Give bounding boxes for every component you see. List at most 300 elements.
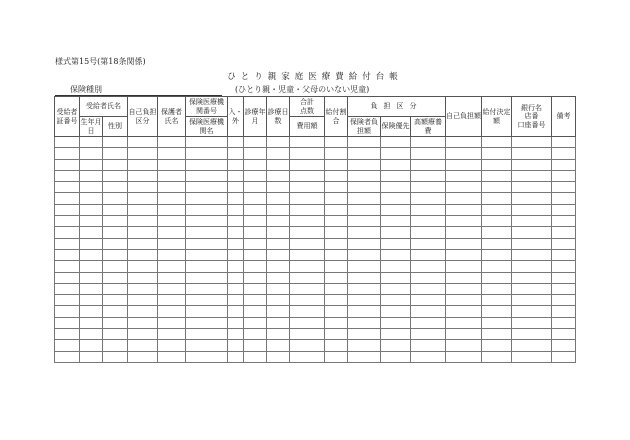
table-cell[interactable] [446,204,482,215]
table-cell[interactable] [552,182,576,193]
table-cell[interactable] [80,204,103,215]
table-cell[interactable] [103,340,128,351]
table-cell[interactable] [80,227,103,238]
table-cell[interactable] [103,261,128,272]
table-cell[interactable] [512,170,552,181]
table-cell[interactable] [381,227,411,238]
table-cell[interactable] [158,182,186,193]
table-cell[interactable] [552,227,576,238]
table-cell[interactable] [512,227,552,238]
table-cell[interactable] [381,272,411,283]
table-cell[interactable] [381,306,411,317]
table-cell[interactable] [186,170,228,181]
table-cell[interactable] [381,148,411,159]
table-cell[interactable] [228,204,244,215]
table-cell[interactable] [325,204,348,215]
table-cell[interactable] [482,249,512,260]
table-cell[interactable] [55,272,80,283]
table-cell[interactable] [482,193,512,204]
table-cell[interactable] [80,295,103,306]
table-cell[interactable] [552,238,576,249]
table-cell[interactable] [446,317,482,328]
table-cell[interactable] [103,272,128,283]
table-cell[interactable] [80,193,103,204]
table-cell[interactable] [228,283,244,294]
table-cell[interactable] [186,238,228,249]
table-cell[interactable] [80,216,103,227]
table-cell[interactable] [228,170,244,181]
table-cell[interactable] [512,159,552,170]
table-cell[interactable] [552,249,576,260]
table-cell[interactable] [128,216,158,227]
table-cell[interactable] [348,317,381,328]
table-cell[interactable] [381,317,411,328]
table-cell[interactable] [103,148,128,159]
table-cell[interactable] [446,249,482,260]
table-cell[interactable] [228,295,244,306]
table-cell[interactable] [482,238,512,249]
table-cell[interactable] [482,148,512,159]
table-cell[interactable] [482,351,512,362]
table-cell[interactable] [325,272,348,283]
table-cell[interactable] [55,249,80,260]
table-cell[interactable] [228,137,244,148]
table-cell[interactable] [381,249,411,260]
table-cell[interactable] [512,283,552,294]
table-cell[interactable] [186,283,228,294]
table-cell[interactable] [325,340,348,351]
table-cell[interactable] [128,340,158,351]
table-cell[interactable] [158,272,186,283]
table-cell[interactable] [228,216,244,227]
table-cell[interactable] [290,193,325,204]
table-cell[interactable] [267,170,290,181]
table-cell[interactable] [244,272,267,283]
table-cell[interactable] [381,295,411,306]
table-cell[interactable] [55,306,80,317]
table-cell[interactable] [290,182,325,193]
table-cell[interactable] [55,283,80,294]
table-cell[interactable] [552,329,576,340]
table-cell[interactable] [348,238,381,249]
table-cell[interactable] [244,170,267,181]
table-cell[interactable] [267,137,290,148]
table-cell[interactable] [381,137,411,148]
table-cell[interactable] [128,261,158,272]
table-cell[interactable] [103,170,128,181]
table-cell[interactable] [103,137,128,148]
table-cell[interactable] [244,137,267,148]
table-cell[interactable] [103,351,128,362]
table-cell[interactable] [55,170,80,181]
table-cell[interactable] [55,148,80,159]
table-cell[interactable] [128,272,158,283]
table-cell[interactable] [290,238,325,249]
table-cell[interactable] [512,306,552,317]
table-cell[interactable] [290,340,325,351]
table-cell[interactable] [80,317,103,328]
table-cell[interactable] [552,148,576,159]
table-cell[interactable] [158,306,186,317]
table-cell[interactable] [552,261,576,272]
table-cell[interactable] [228,193,244,204]
table-cell[interactable] [348,340,381,351]
table-cell[interactable] [158,340,186,351]
table-cell[interactable] [348,159,381,170]
table-cell[interactable] [552,170,576,181]
table-cell[interactable] [186,216,228,227]
table-cell[interactable] [512,261,552,272]
table-cell[interactable] [55,204,80,215]
table-cell[interactable] [446,283,482,294]
table-cell[interactable] [290,216,325,227]
table-cell[interactable] [80,261,103,272]
table-cell[interactable] [552,283,576,294]
table-cell[interactable] [103,306,128,317]
table-cell[interactable] [244,306,267,317]
table-cell[interactable] [244,204,267,215]
table-cell[interactable] [411,351,446,362]
table-cell[interactable] [446,227,482,238]
table-cell[interactable] [411,170,446,181]
table-cell[interactable] [186,204,228,215]
table-cell[interactable] [348,295,381,306]
table-cell[interactable] [267,182,290,193]
table-cell[interactable] [290,170,325,181]
table-cell[interactable] [128,317,158,328]
table-cell[interactable] [552,159,576,170]
table-cell[interactable] [158,261,186,272]
table-cell[interactable] [186,340,228,351]
table-cell[interactable] [128,159,158,170]
table-cell[interactable] [228,148,244,159]
table-cell[interactable] [325,249,348,260]
table-cell[interactable] [482,182,512,193]
table-cell[interactable] [244,159,267,170]
table-cell[interactable] [228,249,244,260]
table-cell[interactable] [158,317,186,328]
table-cell[interactable] [128,148,158,159]
table-cell[interactable] [512,340,552,351]
table-cell[interactable] [103,283,128,294]
table-cell[interactable] [512,193,552,204]
table-cell[interactable] [552,193,576,204]
table-cell[interactable] [244,227,267,238]
table-cell[interactable] [512,329,552,340]
table-cell[interactable] [186,272,228,283]
table-cell[interactable] [244,193,267,204]
table-cell[interactable] [55,351,80,362]
table-cell[interactable] [512,216,552,227]
table-cell[interactable] [228,261,244,272]
table-cell[interactable] [228,329,244,340]
table-cell[interactable] [381,329,411,340]
table-cell[interactable] [290,159,325,170]
table-cell[interactable] [267,272,290,283]
table-cell[interactable] [244,351,267,362]
table-cell[interactable] [267,261,290,272]
table-cell[interactable] [158,159,186,170]
table-cell[interactable] [512,351,552,362]
table-cell[interactable] [348,204,381,215]
table-cell[interactable] [552,204,576,215]
table-cell[interactable] [348,351,381,362]
table-cell[interactable] [381,182,411,193]
table-cell[interactable] [128,170,158,181]
table-cell[interactable] [482,159,512,170]
table-cell[interactable] [80,148,103,159]
table-cell[interactable] [290,227,325,238]
table-cell[interactable] [267,351,290,362]
table-cell[interactable] [55,340,80,351]
table-cell[interactable] [186,182,228,193]
table-cell[interactable] [128,227,158,238]
table-cell[interactable] [482,227,512,238]
table-cell[interactable] [552,351,576,362]
table-cell[interactable] [348,227,381,238]
table-cell[interactable] [381,283,411,294]
table-cell[interactable] [411,306,446,317]
table-cell[interactable] [290,249,325,260]
table-cell[interactable] [446,182,482,193]
table-cell[interactable] [103,238,128,249]
table-cell[interactable] [244,249,267,260]
table-cell[interactable] [348,249,381,260]
table-cell[interactable] [186,351,228,362]
table-cell[interactable] [325,182,348,193]
table-cell[interactable] [228,227,244,238]
table-cell[interactable] [267,204,290,215]
table-cell[interactable] [228,182,244,193]
table-cell[interactable] [348,148,381,159]
table-cell[interactable] [267,340,290,351]
table-cell[interactable] [512,238,552,249]
table-cell[interactable] [103,204,128,215]
table-cell[interactable] [325,216,348,227]
table-cell[interactable] [55,193,80,204]
table-cell[interactable] [411,249,446,260]
table-cell[interactable] [512,249,552,260]
table-cell[interactable] [244,261,267,272]
table-cell[interactable] [325,193,348,204]
table-cell[interactable] [103,249,128,260]
table-cell[interactable] [325,351,348,362]
table-cell[interactable] [482,272,512,283]
table-cell[interactable] [228,317,244,328]
table-cell[interactable] [290,204,325,215]
table-cell[interactable] [348,261,381,272]
table-cell[interactable] [80,182,103,193]
table-cell[interactable] [446,340,482,351]
table-cell[interactable] [186,261,228,272]
table-cell[interactable] [325,329,348,340]
table-cell[interactable] [446,137,482,148]
table-cell[interactable] [55,227,80,238]
table-cell[interactable] [158,193,186,204]
table-cell[interactable] [158,227,186,238]
table-cell[interactable] [228,340,244,351]
table-cell[interactable] [55,295,80,306]
table-cell[interactable] [267,317,290,328]
table-cell[interactable] [552,317,576,328]
table-cell[interactable] [325,283,348,294]
table-cell[interactable] [186,249,228,260]
table-cell[interactable] [348,193,381,204]
table-cell[interactable] [512,272,552,283]
table-cell[interactable] [446,216,482,227]
table-cell[interactable] [55,261,80,272]
table-cell[interactable] [552,216,576,227]
table-cell[interactable] [482,170,512,181]
table-cell[interactable] [348,170,381,181]
table-cell[interactable] [552,340,576,351]
table-cell[interactable] [446,329,482,340]
table-cell[interactable] [103,317,128,328]
table-cell[interactable] [446,148,482,159]
table-cell[interactable] [446,306,482,317]
table-cell[interactable] [290,148,325,159]
table-cell[interactable] [482,204,512,215]
table-cell[interactable] [290,261,325,272]
table-cell[interactable] [103,329,128,340]
table-cell[interactable] [158,170,186,181]
table-cell[interactable] [186,329,228,340]
table-cell[interactable] [381,351,411,362]
table-cell[interactable] [381,261,411,272]
table-cell[interactable] [228,159,244,170]
table-cell[interactable] [103,227,128,238]
table-cell[interactable] [482,329,512,340]
table-cell[interactable] [552,306,576,317]
table-cell[interactable] [482,317,512,328]
table-cell[interactable] [411,283,446,294]
table-cell[interactable] [411,216,446,227]
table-cell[interactable] [228,306,244,317]
table-cell[interactable] [325,238,348,249]
table-cell[interactable] [128,283,158,294]
table-cell[interactable] [381,159,411,170]
table-cell[interactable] [290,295,325,306]
table-cell[interactable] [103,216,128,227]
table-cell[interactable] [244,148,267,159]
table-cell[interactable] [325,295,348,306]
table-cell[interactable] [411,238,446,249]
table-cell[interactable] [381,340,411,351]
table-cell[interactable] [411,340,446,351]
table-cell[interactable] [267,193,290,204]
table-cell[interactable] [512,295,552,306]
table-cell[interactable] [244,283,267,294]
table-cell[interactable] [482,306,512,317]
table-cell[interactable] [446,351,482,362]
table-cell[interactable] [325,261,348,272]
table-cell[interactable] [267,249,290,260]
table-cell[interactable] [228,272,244,283]
table-cell[interactable] [128,182,158,193]
table-cell[interactable] [267,306,290,317]
table-cell[interactable] [411,148,446,159]
table-cell[interactable] [482,295,512,306]
table-cell[interactable] [348,283,381,294]
table-cell[interactable] [348,182,381,193]
table-cell[interactable] [103,193,128,204]
table-cell[interactable] [128,295,158,306]
table-cell[interactable] [267,148,290,159]
table-cell[interactable] [348,137,381,148]
table-cell[interactable] [80,351,103,362]
table-cell[interactable] [186,295,228,306]
table-cell[interactable] [267,283,290,294]
table-cell[interactable] [290,137,325,148]
table-cell[interactable] [446,295,482,306]
table-cell[interactable] [186,306,228,317]
table-cell[interactable] [158,216,186,227]
table-cell[interactable] [80,306,103,317]
table-cell[interactable] [186,137,228,148]
table-cell[interactable] [446,238,482,249]
table-cell[interactable] [552,272,576,283]
table-cell[interactable] [512,317,552,328]
table-cell[interactable] [267,227,290,238]
table-cell[interactable] [381,204,411,215]
table-cell[interactable] [158,148,186,159]
table-cell[interactable] [186,148,228,159]
table-cell[interactable] [290,283,325,294]
table-cell[interactable] [325,170,348,181]
table-cell[interactable] [290,272,325,283]
table-cell[interactable] [80,159,103,170]
table-cell[interactable] [411,272,446,283]
table-cell[interactable] [267,216,290,227]
table-cell[interactable] [158,329,186,340]
table-cell[interactable] [290,306,325,317]
table-cell[interactable] [512,182,552,193]
table-cell[interactable] [267,159,290,170]
table-cell[interactable] [552,295,576,306]
table-cell[interactable] [158,249,186,260]
table-cell[interactable] [446,159,482,170]
table-cell[interactable] [55,159,80,170]
table-cell[interactable] [244,182,267,193]
table-cell[interactable] [482,137,512,148]
table-cell[interactable] [512,204,552,215]
table-cell[interactable] [244,317,267,328]
table-cell[interactable] [128,193,158,204]
table-cell[interactable] [411,159,446,170]
table-cell[interactable] [290,317,325,328]
table-cell[interactable] [325,137,348,148]
table-cell[interactable] [80,137,103,148]
table-cell[interactable] [267,329,290,340]
table-cell[interactable] [128,249,158,260]
table-cell[interactable] [158,283,186,294]
table-cell[interactable] [325,306,348,317]
table-cell[interactable] [381,216,411,227]
table-cell[interactable] [55,238,80,249]
table-cell[interactable] [348,272,381,283]
table-cell[interactable] [103,159,128,170]
table-cell[interactable] [158,238,186,249]
table-cell[interactable] [512,148,552,159]
table-cell[interactable] [244,238,267,249]
table-cell[interactable] [80,329,103,340]
table-cell[interactable] [158,137,186,148]
table-cell[interactable] [80,238,103,249]
table-cell[interactable] [482,261,512,272]
table-cell[interactable] [128,329,158,340]
table-cell[interactable] [348,216,381,227]
table-cell[interactable] [325,317,348,328]
